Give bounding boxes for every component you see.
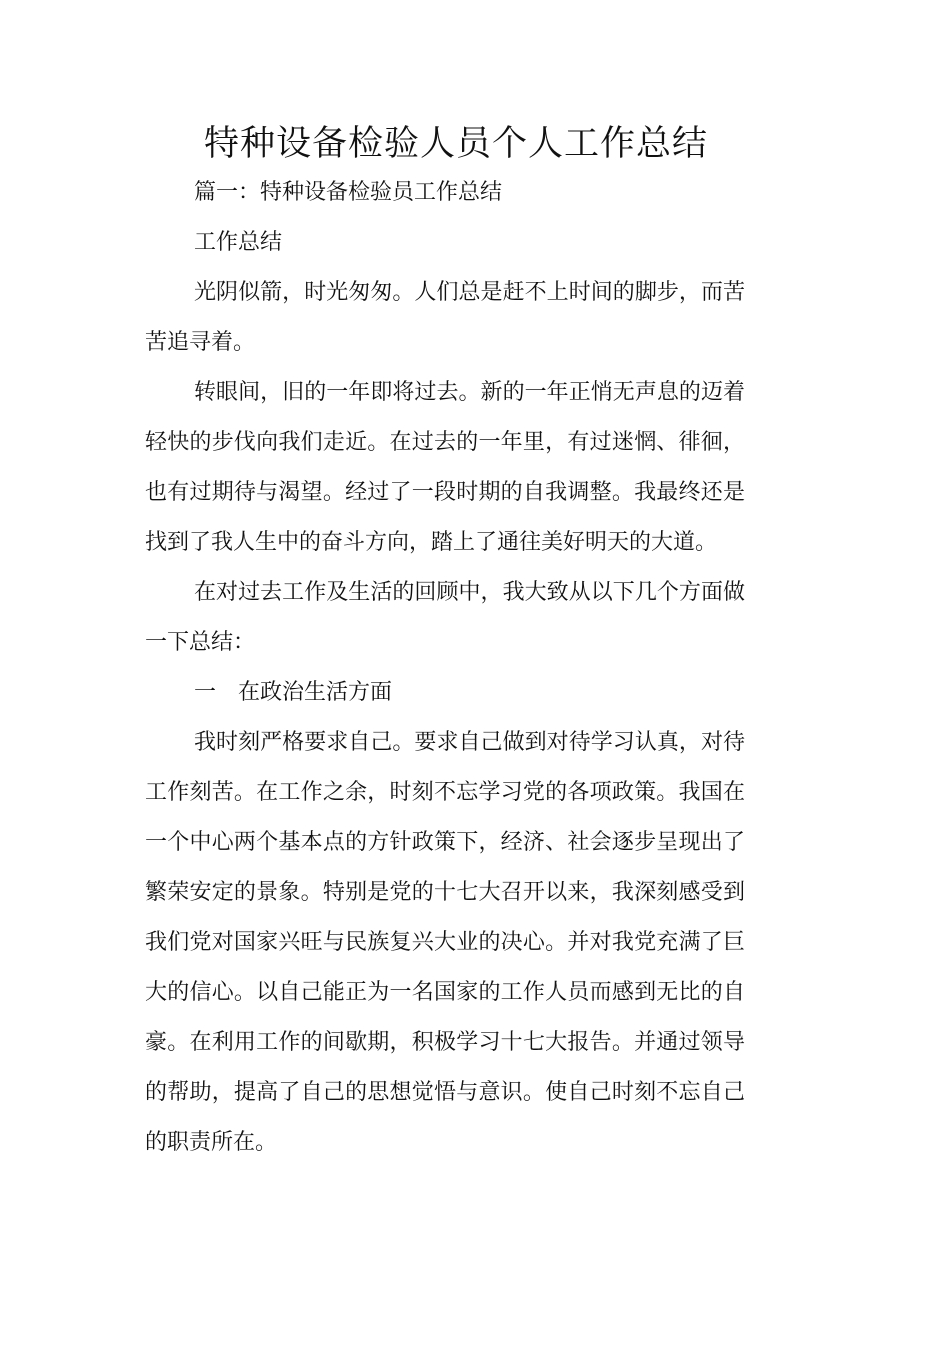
paragraph: 光阴似箭，时光匆匆。人们总是赶不上时间的脚步，而苦苦追寻着。 — [145, 280, 745, 355]
section-heading: 篇一：特种设备检验员工作总结 — [194, 180, 503, 205]
paragraph: 转眼间，旧的一年即将过去。新的一年正悄无声息的迈着轻快的步伐向我们走近。在过去的一年里，有过迷惘、徘徊，也有过期待与渴望。经过了一段时期的自我调整。我最终还是找到了我人生中的奋斗方向，踏上了通往美好明天的大道。 — [145, 380, 745, 555]
section-subheading: 一 在政治生活方面 — [194, 680, 393, 705]
subheading: 工作总结 — [194, 230, 283, 255]
document-title: 特种设备检验人员个人工作总结 — [203, 124, 708, 164]
paragraph: 我时刻严格要求自己。要求自己做到对待学习认真，对待工作刻苦。在工作之余，时刻不忘学习党的各项政策。我国在一个中心两个基本点的方针政策下，经济、社会逐步呈现出了繁荣安定的景象。特别是党的十七大召开以来，我深刻感受到我们党对国家兴旺与民族复兴大业的决心。并对我党充满了巨大的信心。以自己能正为一名国家的工作人员而感到无比的自豪。在利用工作的间歇期，积极学习十七大报告。并通过领导的帮助，提高了自己的思想觉悟与意识。使自己时刻不忘自己的职责所在。 — [145, 730, 745, 1155]
document-body — [145, 168, 745, 1168]
paragraph: 在对过去工作及生活的回顾中，我大致从以下几个方面做一下总结： — [145, 580, 745, 655]
